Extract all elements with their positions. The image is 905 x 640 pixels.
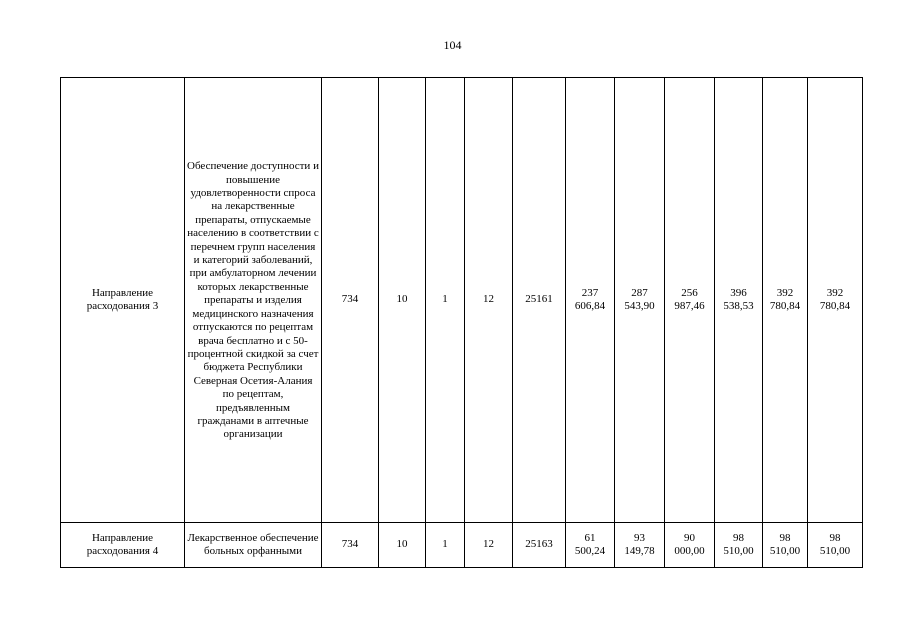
amount-thousands: 287: [631, 286, 648, 299]
expense-description: Лекарственное обеспечение больных орфанными: [185, 523, 322, 568]
page-number: 104: [443, 38, 462, 52]
code-cell: 734: [322, 78, 379, 523]
amount-cell: [566, 78, 615, 523]
budget-table: [60, 77, 863, 568]
code-cell: 12: [465, 523, 513, 568]
amount-thousands: 256: [681, 286, 698, 299]
amount-thousands: 392: [826, 286, 844, 299]
amount-remainder: 543,90: [624, 300, 655, 312]
code-cell: 12: [465, 78, 513, 523]
amount-cell: [665, 78, 715, 523]
amount-cell: [763, 523, 808, 568]
amount-thousands: 61: [584, 531, 596, 544]
code-cell: 1: [426, 523, 465, 568]
expense-direction-name: Направление расходования 4: [61, 523, 185, 568]
amount-cell: [808, 523, 863, 568]
amount-cell: [665, 523, 715, 568]
amount-remainder: 000,00: [674, 545, 705, 557]
amount-remainder: 510,00: [723, 545, 754, 557]
amount-thousands: 93: [634, 531, 645, 544]
code-cell: 25163: [513, 523, 566, 568]
expense-direction-name: Направление расходования 3: [61, 78, 185, 523]
amount-cell: [566, 523, 615, 568]
amount-remainder: 987,46: [674, 300, 705, 312]
table-row: [61, 78, 863, 523]
code-cell: 25161: [513, 78, 566, 523]
amount-thousands: 396: [730, 286, 747, 299]
amount-thousands: 98: [733, 531, 744, 544]
amount-cell: [763, 78, 808, 523]
amount-thousands: 392: [776, 286, 794, 299]
amount-thousands: 98: [829, 531, 841, 544]
code-cell: 1: [426, 78, 465, 523]
expense-description: Обеспечение доступности и повышение удовлетворенности спроса на лекарственные препараты, отпускаемые населению в соответствии с перечнем групп населения и категорий заболеваний, при амбулаторном лечении которых лекарственные препараты и изделия медицинского назначения отпускаются по рецептам врача бесплатно и с 50-процентной скидкой за счет бюджета Республики Северная Осетия-Алания по рецептам, предъявленным гражданами в аптечные организации: [185, 78, 322, 523]
table-row: [61, 523, 863, 568]
amount-cell: [715, 78, 763, 523]
amount-cell: [615, 78, 665, 523]
amount-remainder: 538,53: [723, 300, 754, 312]
code-cell: 10: [379, 78, 426, 523]
amount-cell: [615, 523, 665, 568]
amount-remainder: 500,24: [574, 545, 606, 557]
amount-remainder: 606,84: [574, 300, 606, 312]
amount-thousands: 98: [779, 531, 791, 544]
code-cell: 10: [379, 523, 426, 568]
amount-remainder: 510,00: [769, 545, 801, 557]
amount-remainder: 780,84: [769, 300, 801, 312]
amount-cell: [715, 523, 763, 568]
code-cell: 734: [322, 523, 379, 568]
amount-cell: [808, 78, 863, 523]
amount-remainder: 149,78: [624, 545, 655, 557]
amount-remainder: 510,00: [819, 545, 851, 557]
amount-thousands: 90: [684, 531, 695, 544]
amount-thousands: 237: [581, 286, 599, 299]
amount-remainder: 780,84: [819, 300, 851, 312]
